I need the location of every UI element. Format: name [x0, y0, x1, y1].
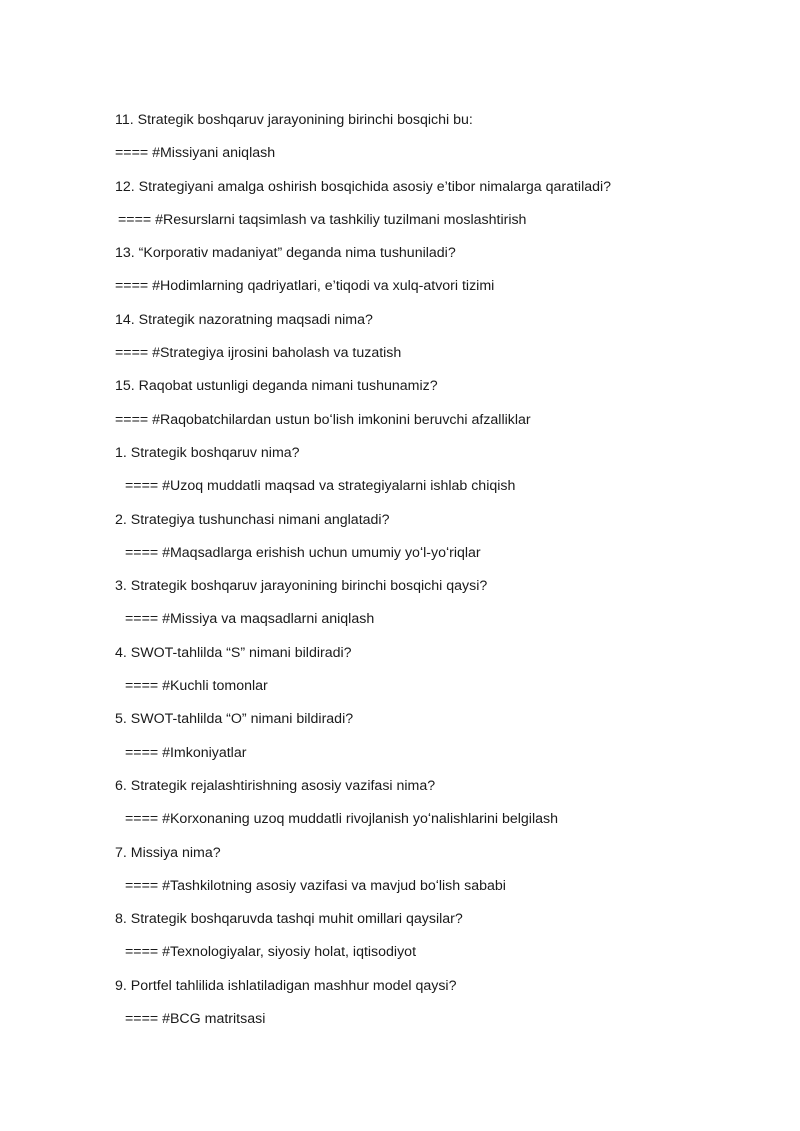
question-text: 9. Portfel tahlilida ishlatiladigan mashhur model qaysi?	[115, 977, 457, 994]
answer-text: ==== #Kuchli tomonlar	[125, 678, 268, 695]
question-text: 8. Strategik boshqaruvda tashqi muhit omillari qaysilar?	[115, 911, 463, 928]
question-text: 2. Strategiya tushunchasi nimani anglatadi?	[115, 511, 390, 528]
question-text: 7. Missiya nima?	[115, 844, 221, 861]
question-answer-list	[115, 109, 755, 1041]
question-text: 1. Strategik boshqaruv nima?	[115, 444, 300, 461]
answer-text: ==== #Maqsadlarga erishish uchun umumiy yoʻl-yoʻriqlar	[125, 544, 481, 561]
answer-text: ==== #Uzoq muddatli maqsad va strategiyalarni ishlab chiqish	[125, 478, 516, 495]
question-text: 14. Strategik nazoratning maqsadi nima?	[115, 311, 373, 328]
answer-text: ==== #Hodimlarning qadriyatlari, e’tiqodi va xulq-atvori tizimi	[115, 278, 495, 295]
question-text: 15. Raqobat ustunligi deganda nimani tushunamiz?	[115, 378, 438, 395]
question-text: 4. SWOT-tahlilda “S” nimani bildiradi?	[115, 644, 352, 661]
answer-text: ==== #Resurslarni taqsimlash va tashkiliy tuzilmani moslashtirish	[118, 211, 527, 228]
question-text: 13. “Korporativ madaniyat” deganda nima tushuniladi?	[115, 245, 456, 262]
question-text: 6. Strategik rejalashtirishning asosiy vazifasi nima?	[115, 777, 436, 794]
question-text: 12. Strategiyani amalga oshirish bosqichida asosiy e’tibor nimalarga qaratiladi?	[115, 178, 612, 195]
answer-text: ==== #BCG matritsasi	[125, 1011, 266, 1028]
answer-text: ==== #Texnologiyalar, siyosiy holat, iqtisodiyot	[125, 944, 417, 961]
answer-text: ==== #Korxonaning uzoq muddatli rivojlanish yoʻnalishlarini belgilash	[125, 811, 558, 828]
answer-text: ==== #Missiya va maqsadlarni aniqlash	[125, 611, 375, 628]
answer-text: ==== #Tashkilotning asosiy vazifasi va mavjud boʻlish sababi	[125, 877, 506, 894]
answer-text: ==== #Raqobatchilardan ustun boʻlish imkonini beruvchi afzalliklar	[115, 411, 531, 428]
question-text: 11. Strategik boshqaruv jarayonining birinchi bosqichi bu:	[115, 112, 473, 128]
question-text: 3. Strategik boshqaruv jarayonining birinchi bosqichi qaysi?	[115, 578, 488, 595]
answer-text: ==== #Strategiya ijrosini baholash va tuzatish	[115, 345, 402, 362]
answer-text: ==== #Missiyani aniqlash	[115, 145, 276, 162]
question-text: 5. SWOT-tahlilda “O” nimani bildiradi?	[115, 711, 354, 728]
answer-text: ==== #Imkoniyatlar	[125, 744, 247, 761]
